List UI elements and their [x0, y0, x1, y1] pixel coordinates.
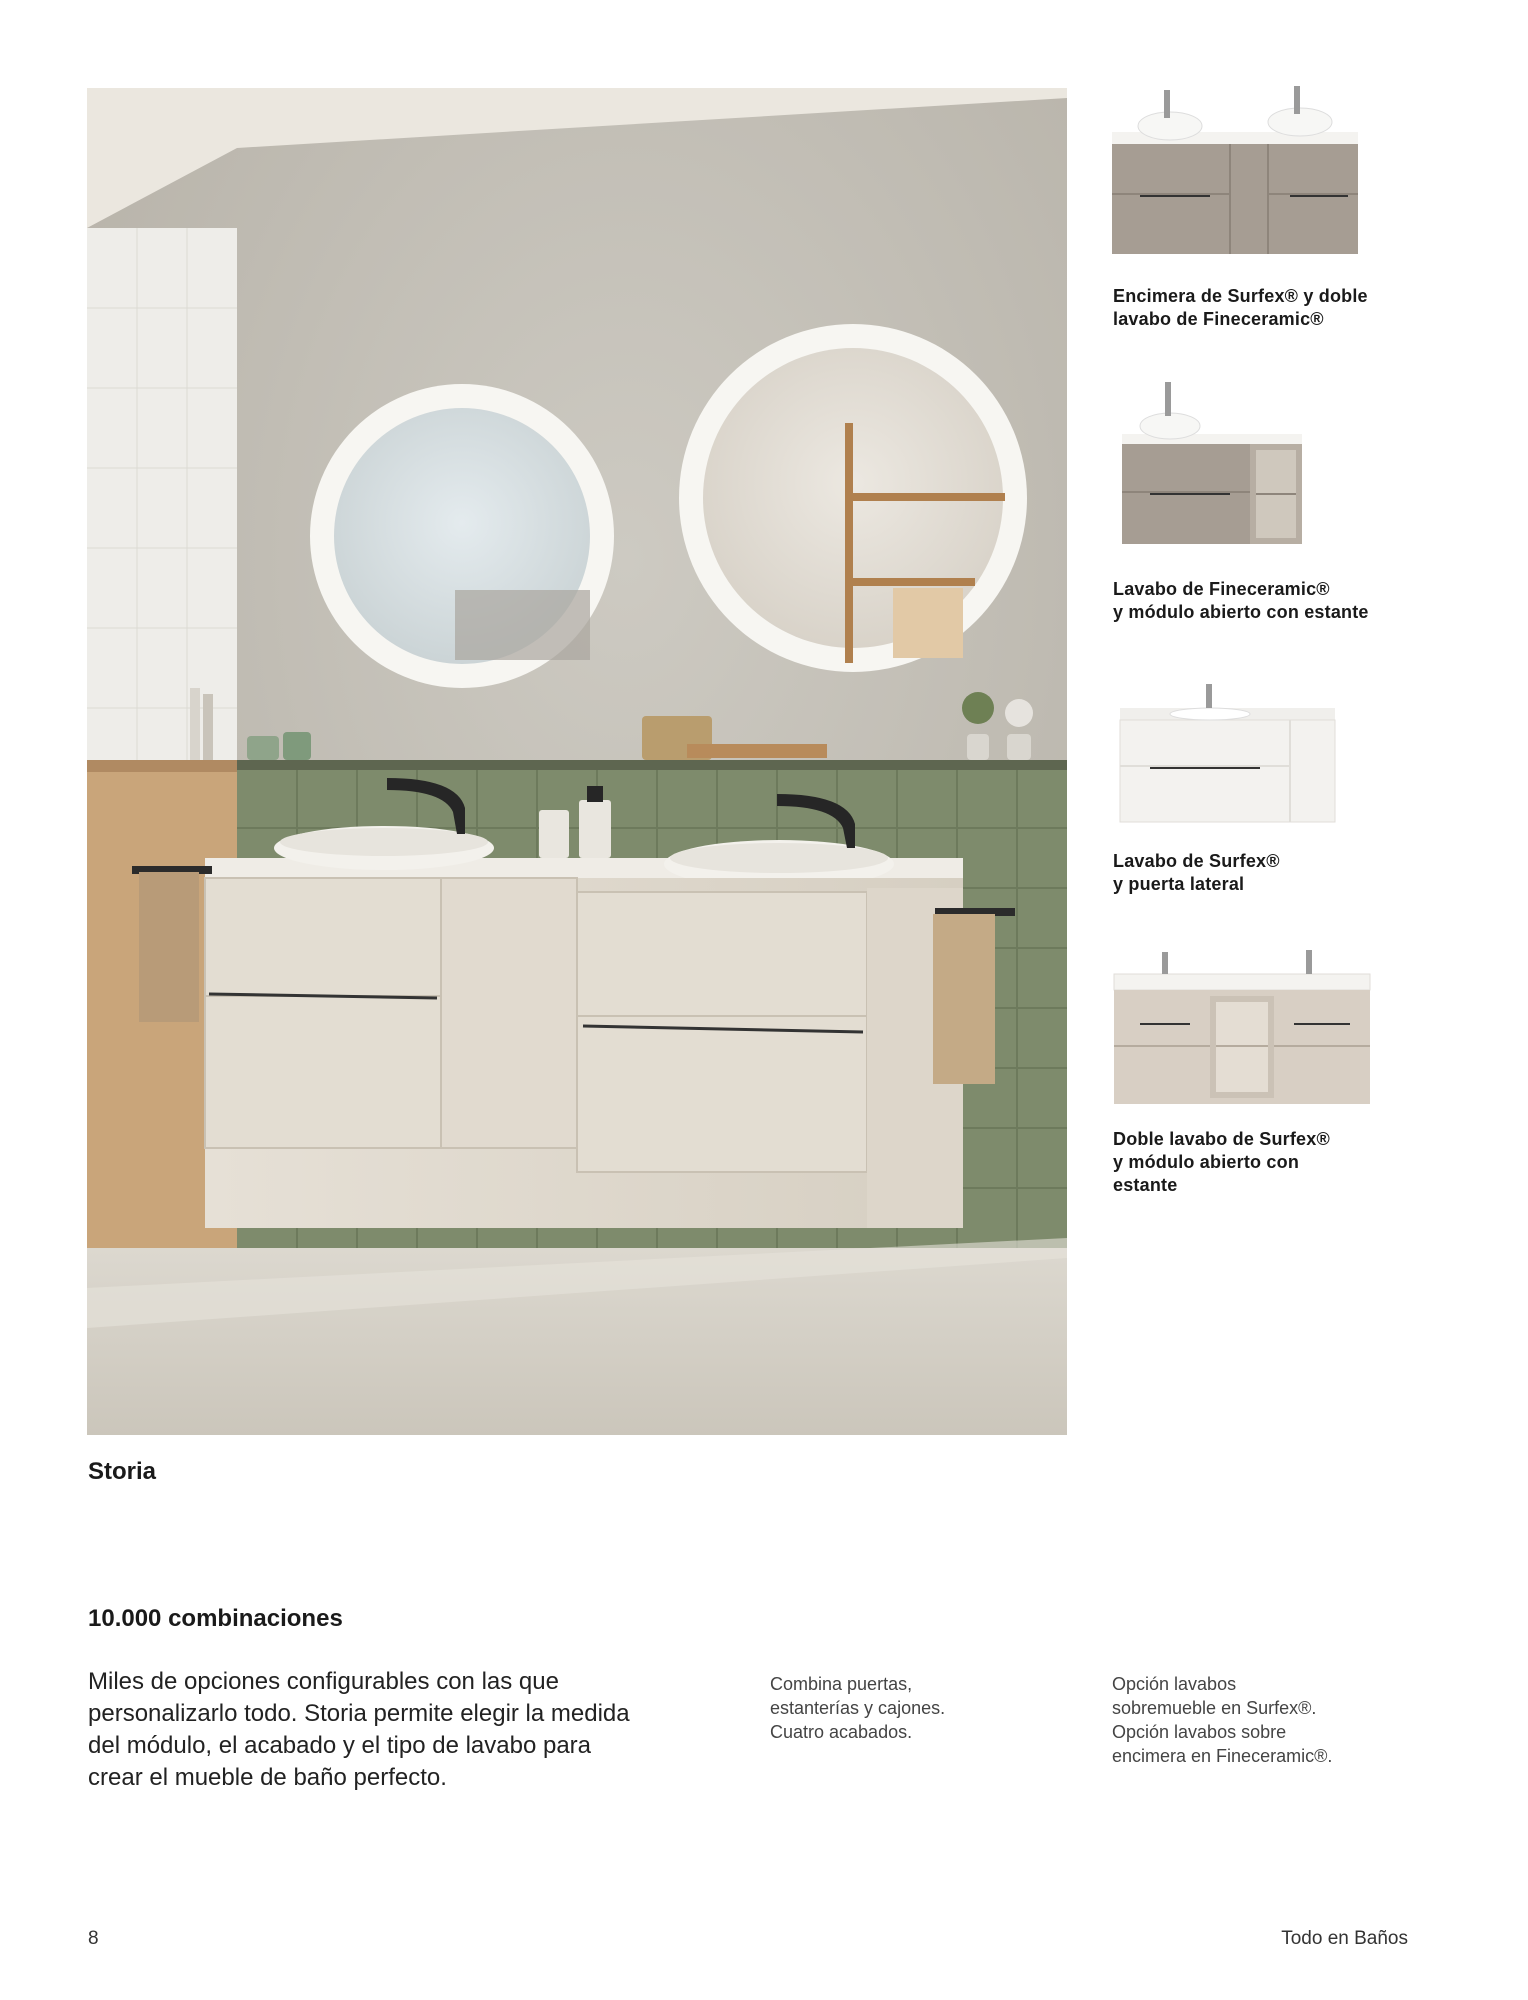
page-number: 8: [88, 1928, 99, 1949]
hero-bathroom-image: [87, 88, 1067, 1435]
caption-thumb-1: Encimera de Surfex® y doble lavabo de Fineceramic®: [1113, 286, 1368, 329]
section-note-2: Opción lavabos sobremueble en Surfex®. Opción lavabos sobre encimera en Fineceramic®.: [1112, 1674, 1333, 1766]
footer-brand: Todo en Baños: [1281, 1928, 1408, 1949]
product-thumb-double-basin-open-module: [1110, 946, 1375, 1108]
section-title: 10.000 combinaciones: [88, 1605, 343, 1632]
caption-thumb-2: Lavabo de Fineceramic® y módulo abierto con estante: [1113, 579, 1369, 622]
section-note-1: Combina puertas, estanterías y cajones. Cuatro acabados.: [770, 1674, 946, 1742]
product-thumb-basin-side-door: [1110, 676, 1340, 826]
caption-thumb-3: Lavabo de Surfex® y puerta lateral: [1113, 851, 1280, 894]
hero-caption: Storia: [88, 1458, 157, 1485]
product-thumb-basin-open-module: [1110, 378, 1310, 553]
product-thumb-double-basin-surfex: [1110, 82, 1360, 257]
section-lead-text: Miles de opciones configurables con las que personalizarlo todo. Storia permite elegir la medida del módulo, el acabado y el tipo de lavabo para crear el mueble de baño perfecto.: [88, 1668, 630, 1791]
caption-thumb-4: Doble lavabo de Surfex® y módulo abierto con estante: [1113, 1129, 1330, 1195]
